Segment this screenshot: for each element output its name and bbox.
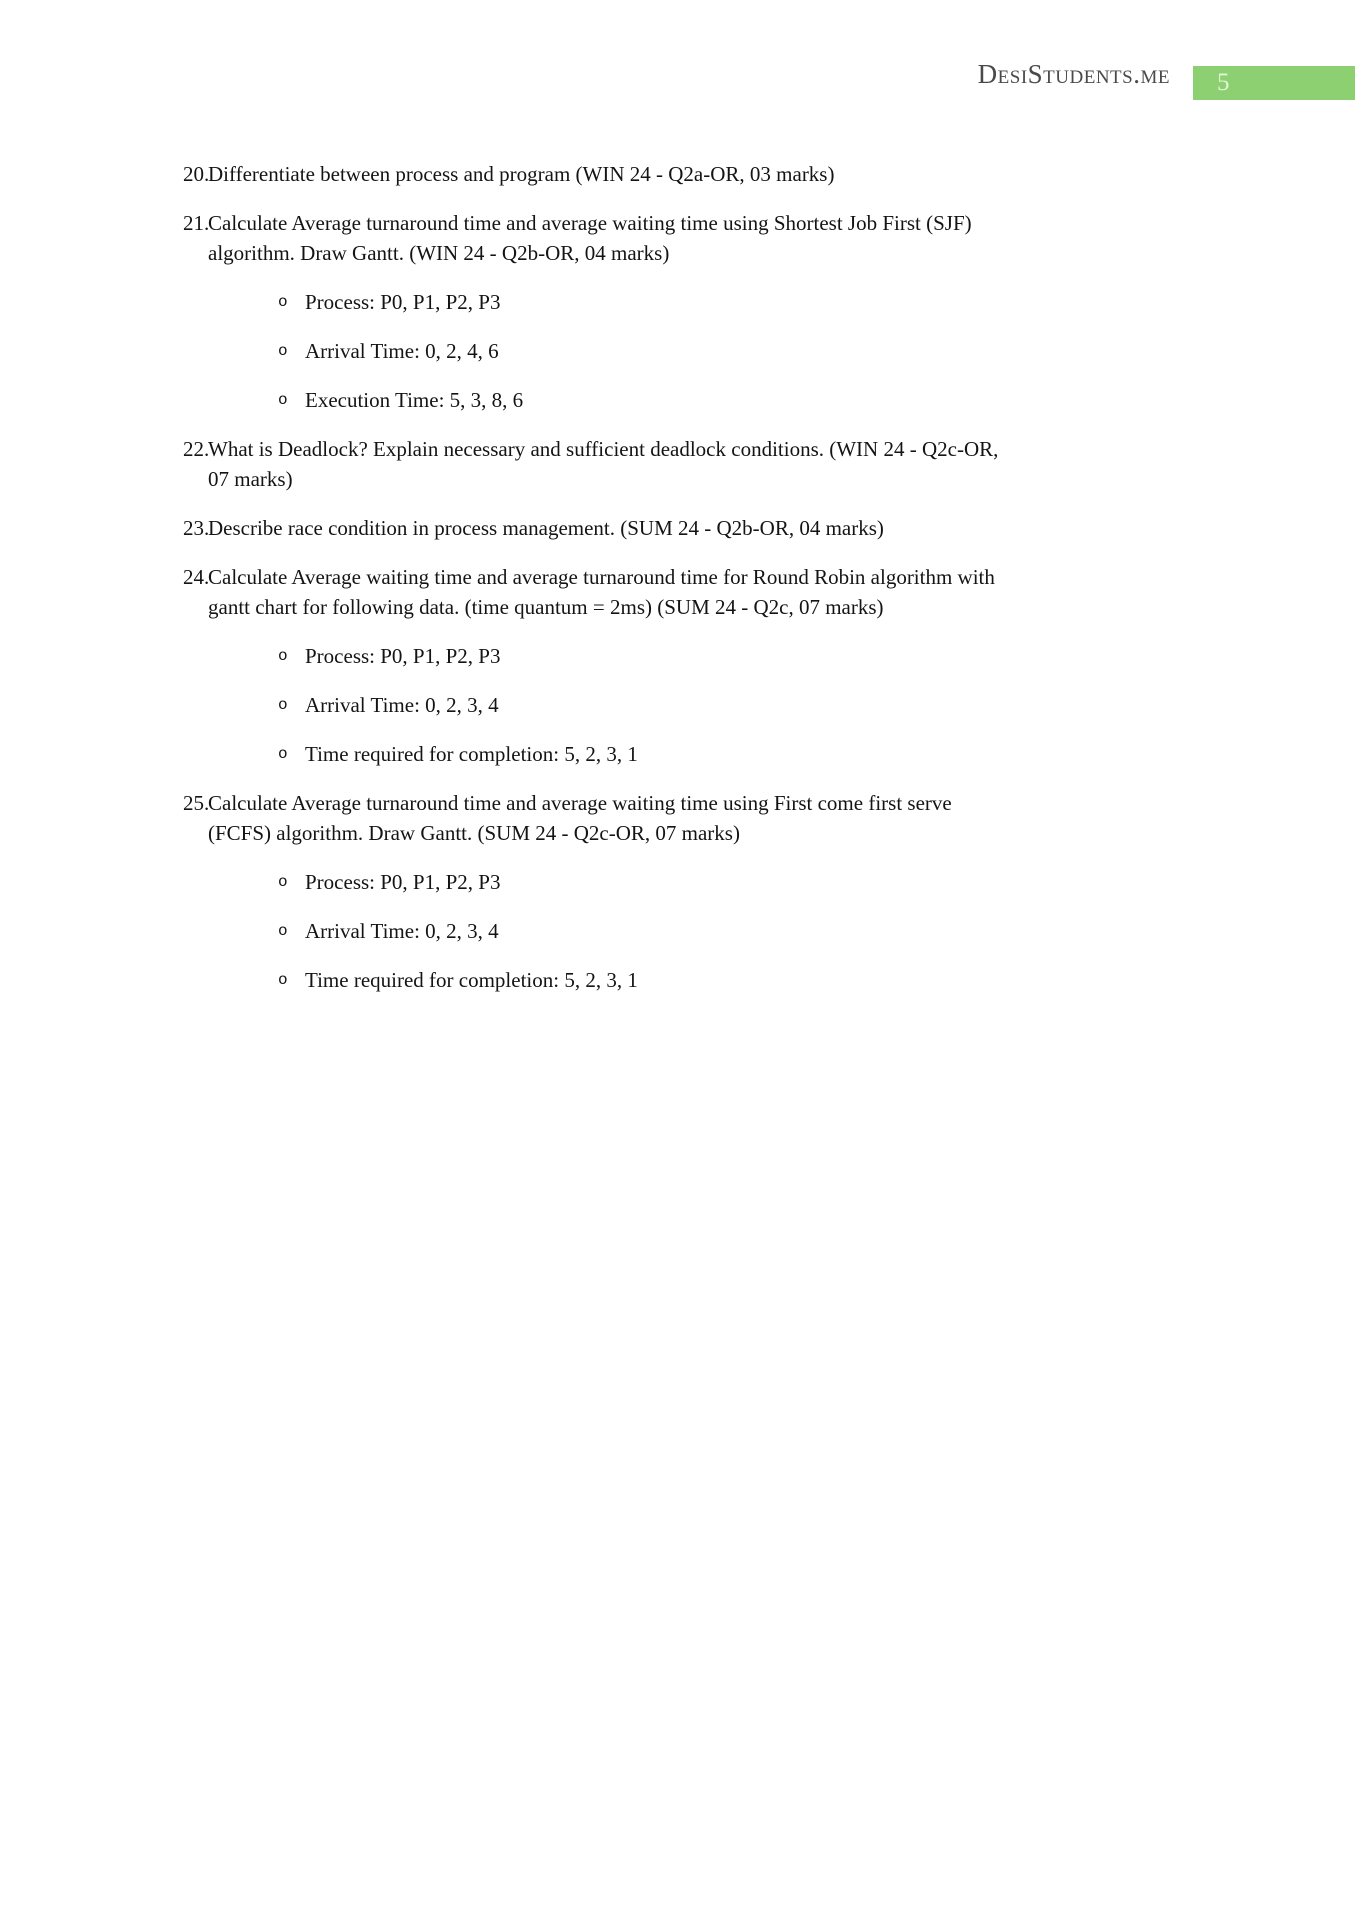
bullet-marker: o (278, 293, 288, 311)
bullet-marker: o (278, 696, 288, 714)
question-number: 24. (183, 565, 210, 589)
bullet-marker: o (278, 873, 288, 891)
question-text (208, 159, 1163, 189)
page-number: 5 (1217, 69, 1230, 96)
question-line: Calculate Average turnaround time and average waiting time using First come first serve (208, 791, 952, 815)
bullet-marker: o (278, 745, 288, 763)
site-name: DesiStudents.me (977, 59, 1170, 89)
bullet-item (0, 336, 1358, 366)
bullet-marker: o (278, 922, 288, 940)
question-line: Calculate Average turnaround time and average waiting time using Shortest Job First (SJF) (208, 211, 972, 235)
bullet-text: Process: P0, P1, P2, P3 (305, 290, 501, 314)
question-text (208, 788, 1163, 848)
question-text (208, 513, 1163, 543)
bullet-text: Execution Time: 5, 3, 8, 6 (305, 388, 524, 412)
question-item-22 (0, 434, 1358, 494)
bullet-item (0, 641, 1358, 671)
bullet-item (0, 287, 1358, 317)
question-line: Describe race condition in process management. (SUM 24 - Q2b-OR, 04 marks) (208, 516, 884, 540)
bullet-marker: o (278, 971, 288, 989)
bullet-text: Time required for completion: 5, 2, 3, 1 (305, 968, 638, 992)
bullet-text: Arrival Time: 0, 2, 3, 4 (305, 919, 499, 943)
question-line: (FCFS) algorithm. Draw Gantt. (SUM 24 - Q2c-OR, 07 marks) (208, 821, 740, 845)
bullet-text: Time required for completion: 5, 2, 3, 1 (305, 742, 638, 766)
bullet-text: Process: P0, P1, P2, P3 (305, 870, 501, 894)
bullet-item (0, 965, 1358, 995)
question-number: 23. (183, 516, 210, 540)
question-line: What is Deadlock? Explain necessary and sufficient deadlock conditions. (WIN 24 - Q2c-OR, (208, 437, 999, 461)
question-line: gantt chart for following data. (time quantum = 2ms) (SUM 24 - Q2c, 07 marks) (208, 595, 884, 619)
question-line: 07 marks) (208, 467, 293, 491)
question-number: 20. (183, 162, 210, 186)
question-number: 22. (183, 437, 210, 461)
question-text (208, 562, 1163, 622)
bullet-marker: o (278, 391, 288, 409)
question-text (208, 434, 1163, 494)
bullet-text: Process: P0, P1, P2, P3 (305, 644, 501, 668)
question-line: Differentiate between process and program (WIN 24 - Q2a-OR, 03 marks) (208, 162, 835, 186)
bullet-text: Arrival Time: 0, 2, 3, 4 (305, 693, 499, 717)
question-item-25 (0, 788, 1358, 848)
question-line: Calculate Average waiting time and average turnaround time for Round Robin algorithm with (208, 565, 995, 589)
bullet-marker: o (278, 647, 288, 665)
question-number: 25. (183, 791, 210, 815)
question-text (208, 208, 1163, 268)
bullet-item (0, 385, 1358, 415)
question-item-24 (0, 562, 1358, 622)
page-number-badge (1193, 66, 1355, 100)
bullet-item (0, 916, 1358, 946)
question-line: algorithm. Draw Gantt. (WIN 24 - Q2b-OR, 04 marks) (208, 241, 670, 265)
bullet-item (0, 739, 1358, 769)
bullet-marker: o (278, 342, 288, 360)
question-item-20 (0, 159, 1358, 189)
bullet-text: Arrival Time: 0, 2, 4, 6 (305, 339, 499, 363)
question-number: 21. (183, 211, 210, 235)
question-list (0, 159, 1358, 1014)
bullet-item (0, 867, 1358, 897)
question-item-21 (0, 208, 1358, 268)
bullet-item (0, 690, 1358, 720)
question-item-23 (0, 513, 1358, 543)
